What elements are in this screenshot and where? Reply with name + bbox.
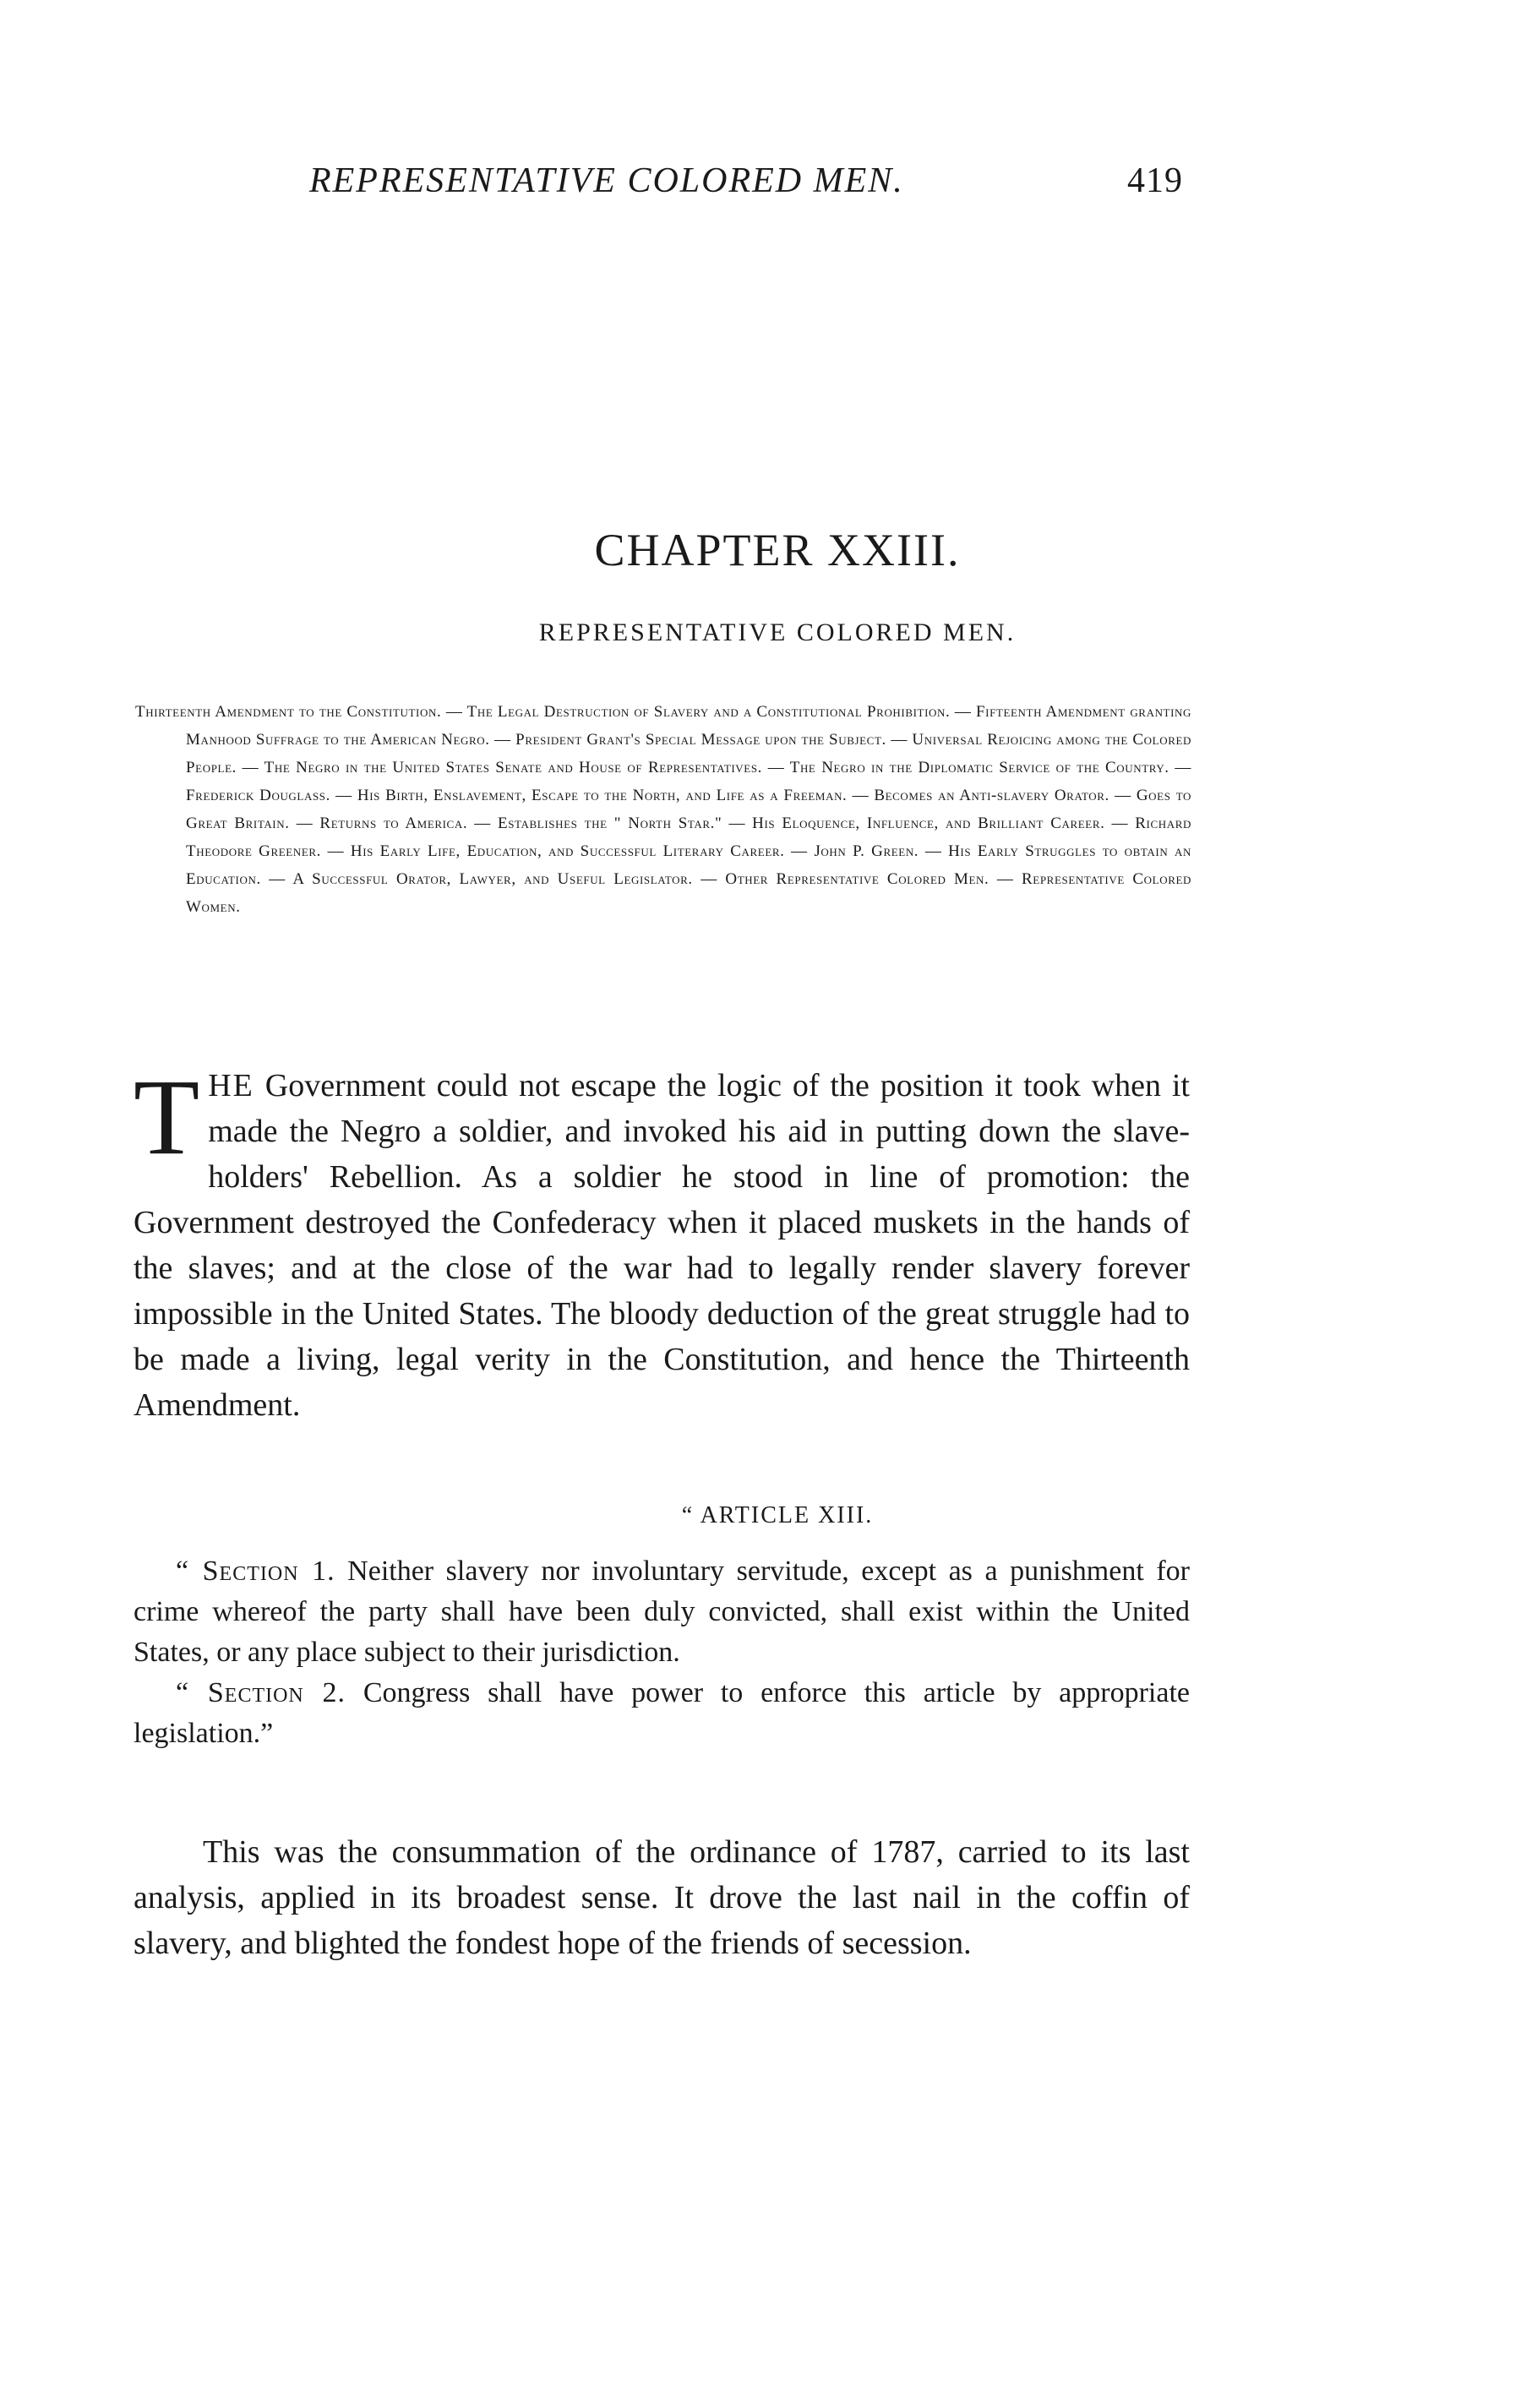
page-number: 419: [1127, 161, 1183, 200]
chapter-synopsis: Thirteenth Amendment to the Constitution. — The Legal Destruction of Slavery and a Constitutional Prohibition. — Fifteenth Amendment granting Manhood Suffrage to the American Negro. — President Grant's Special Message upon the Subject. — Universal Rejoicing among the Colored People. — The Negro in the United States Senate and House of Representatives. — The Negro in the Diplomatic Service of the Country. — Frederick Douglass. — His Birth, Enslavement, Escape to the North, and Life as a Freeman. — Becomes an Anti-slavery Orator. — Goes to Great Britain. — Returns to America. — Establishes the " North Star." — His Eloquence, Influence, and Brilliant Career. — Richard Theodore Greener. — His Early Life, Education, and Successful Literary Career. — John P. Green. — His Early Struggles to obtain an Education. — A Successful Orator, Lawyer, and Useful Legislator. — Other Representative Colored Men. — Representative Colored Women.: [135, 703, 1191, 916]
chapter-title: CHAPTER XXIII.: [594, 525, 961, 575]
article-quotation: [134, 1551, 1190, 1754]
section-2-label: “ Section 2.: [176, 1677, 346, 1708]
article-section-1: [134, 1551, 1190, 1673]
section-1-text: Neither slavery nor involuntary servitude, except as a punishment for crime whereof the party shall have been duly convicted, shall exist within the United States, or any place subject to their jurisdiction.: [134, 1555, 1190, 1668]
drop-cap: T: [134, 1057, 200, 1177]
closing-paragraph: This was the consummation of the ordinance of 1787, carried to its last analysis, applied in its broadest sense. It drove the last nail in the coffin of slavery, and blighted the fondest hope of the friends of secession.: [134, 1834, 1190, 1961]
article-heading: “ ARTICLE XIII.: [681, 1502, 874, 1528]
article-section-2: [134, 1673, 1190, 1754]
drop-cap-continuation: HE: [208, 1068, 254, 1103]
running-header: [304, 161, 1183, 211]
section-1-label: “ Section 1.: [176, 1555, 335, 1587]
chapter-subtitle: REPRESENTATIVE COLORED MEN.: [538, 618, 1017, 646]
running-title: REPRESENTATIVE COLORED MEN.: [309, 161, 904, 200]
opening-paragraph: [134, 1057, 1190, 1428]
opening-paragraph-text: Government could not escape the logic of the position it took when it made the Negro a soldier, and invoked his aid in putting down the slave-holders' Rebellion. As a soldier he stood in line of promotion: the Government destroyed the Confederacy when it placed muskets in the hands of the slaves; and at the close of the war had to legally render slavery forever impossible in the United States. The bloody deduction of the great struggle had to be made a living, legal verity in the Constitution, and hence the Thirteenth Amendment.: [134, 1068, 1190, 1423]
section-2-text: Congress shall have power to enforce this article by appropriate legislation.”: [134, 1677, 1190, 1749]
